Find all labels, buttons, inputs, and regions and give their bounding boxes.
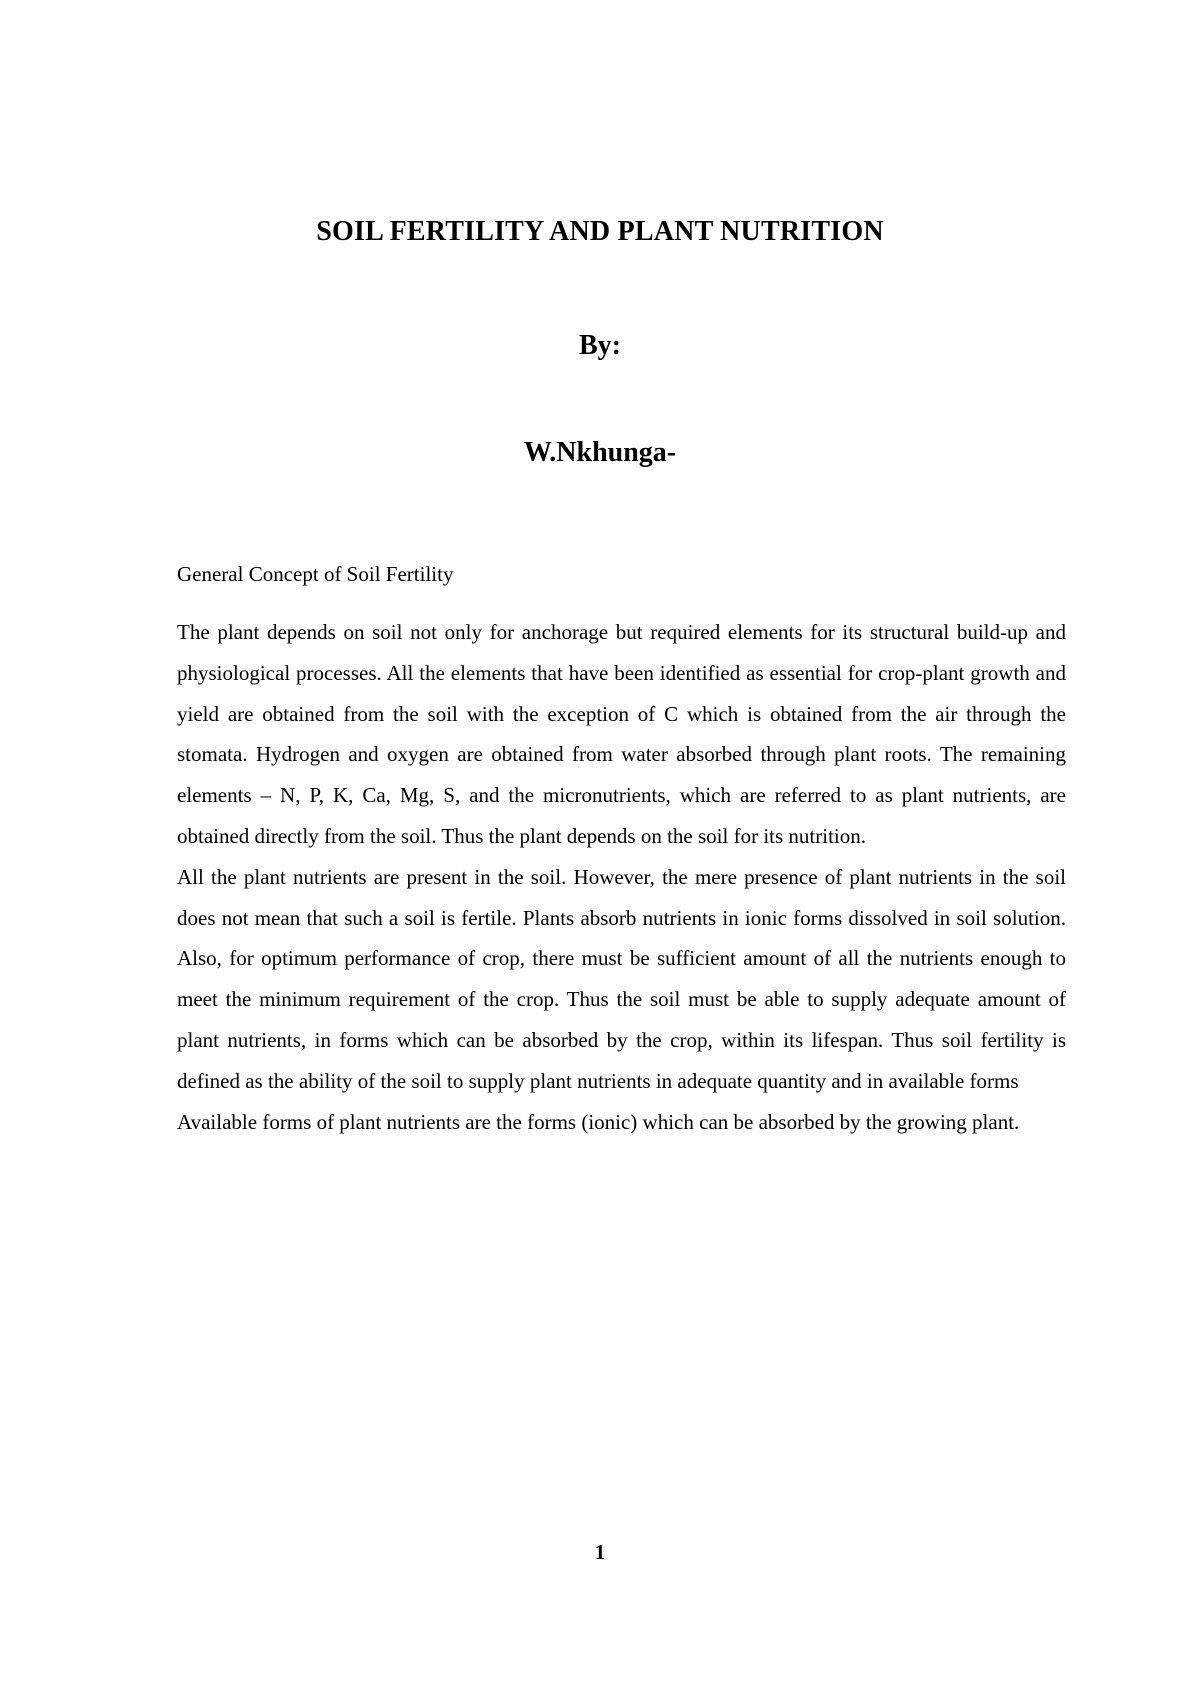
paragraph: All the plant nutrients are present in the soil. However, the mere presence of plant nutrients in the soil does not mean that such a soil is fertile. Plants absorb nutrients in ionic forms dissolved in soil solution. Also, for optimum performance of crop, there must be sufficient amount of all the nutrients enough to meet the minimum requirement of the crop. Thus the soil must be able to supply adequate amount of plant nutrients, in forms which can be absorbed by the crop, within its lifespan. Thus soil fertility is defined as the ability of the soil to supply plant nutrients in adequate quantity and in available forms — [177, 864, 1066, 1093]
section-heading: General Concept of Soil Fertility — [177, 562, 454, 586]
document-title: SOIL FERTILITY AND PLANT NUTRITION — [316, 216, 884, 247]
author-name: W.Nkhunga- — [523, 437, 677, 468]
paragraph: Available forms of plant nutrients are the forms (ionic) which can be absorbed by the growing plant. — [177, 1109, 1020, 1134]
body-text — [177, 612, 1066, 1142]
paragraph: The plant depends on soil not only for anchorage but required elements for its structural build-up and physiological processes. All the elements that have been identified as essential for crop-plant growth and yield are obtained from the soil with the exception of C which is obtained from the air through the stomata. Hydrogen and oxygen are obtained from water absorbed through plant roots. The remaining elements – N, P, K, Ca, Mg, S, and the micronutrients, which are referred to as plant nutrients, are obtained directly from the soil. Thus the plant depends on the soil for its nutrition. — [177, 620, 1066, 848]
page-number: 1 — [594, 1540, 606, 1564]
byline: By: — [579, 330, 621, 361]
